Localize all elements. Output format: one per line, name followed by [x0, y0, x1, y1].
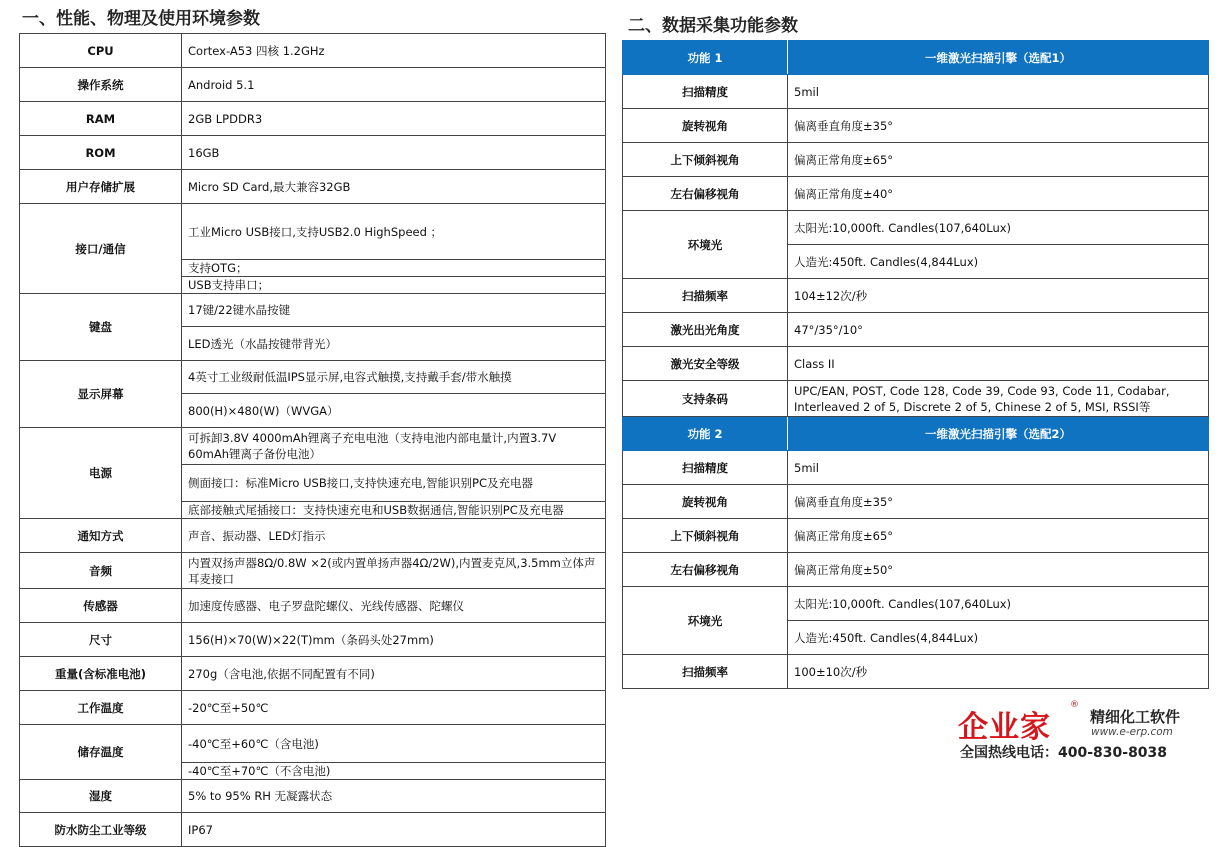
spec-label: 键盘: [20, 294, 182, 361]
spec-value: 2GB LPDDR3: [182, 102, 606, 136]
spec-value: 偏离垂直角度±35°: [788, 485, 1209, 519]
spec-value: 偏离正常角度±40°: [788, 177, 1209, 211]
spec-label: 环境光: [623, 587, 788, 655]
spec-row: [623, 587, 1209, 621]
spec-value: 人造光:450ft. Candles(4,844Lux): [788, 245, 1209, 279]
spec-value: 加速度传感器、电子罗盘陀螺仪、光线传感器、陀螺仪: [182, 589, 606, 623]
spec-label: 扫描频率: [623, 655, 788, 689]
spec-label: 尺寸: [20, 623, 182, 657]
section-label: 功能 2: [623, 417, 788, 451]
spec-row: [20, 589, 606, 623]
logo-tagline: 精细化工软件: [1090, 708, 1181, 726]
spec-row: [20, 136, 606, 170]
spec-label: 操作系统: [20, 68, 182, 102]
spec-label: 用户存储扩展: [20, 170, 182, 204]
spec-value: Micro SD Card,最大兼容32GB: [182, 170, 606, 204]
spec-label: 音频: [20, 553, 182, 589]
spec-value: 270g（含电池,依据不同配置有不同): [182, 657, 606, 691]
spec-value: 17键/22键水晶按键: [182, 294, 606, 327]
spec-value: 偏离正常角度±65°: [788, 519, 1209, 553]
spec-value: 4英寸工业级耐低温IPS显示屏,电容式触摸,支持戴手套/带水触摸: [182, 361, 606, 394]
company-logo: [958, 700, 1208, 764]
spec-row: [623, 381, 1209, 417]
spec-value: 声音、振动器、LED灯指示: [182, 519, 606, 553]
spec-label: 支持条码: [623, 381, 788, 417]
spec-label: CPU: [20, 34, 182, 68]
spec-row: [20, 102, 606, 136]
section-label: 功能 1: [623, 41, 788, 75]
spec-label: 储存温度: [20, 725, 182, 780]
spec-label: 防水防尘工业等级: [20, 813, 182, 847]
spec-row: [623, 279, 1209, 313]
spec-row: [20, 813, 606, 847]
spec-row: [623, 553, 1209, 587]
spec-label: 旋转视角: [623, 109, 788, 143]
spec-label: 旋转视角: [623, 485, 788, 519]
spec-value: IP67: [182, 813, 606, 847]
spec-value: 工业Micro USB接口,支持USB2.0 HighSpeed ；: [182, 204, 606, 260]
spec-label: 传感器: [20, 589, 182, 623]
spec-row: [20, 428, 606, 465]
spec-value: 可拆卸3.8V 4000mAh锂离子充电电池（支持电池内部电量计,内置3.7V 60mAh锂离子备份电池）: [182, 428, 606, 465]
spec-value: 5mil: [788, 451, 1209, 485]
spec-row: [20, 34, 606, 68]
performance-spec-table: [19, 33, 606, 847]
spec-label: 激光出光角度: [623, 313, 788, 347]
spec-value: Cortex-A53 四核 1.2GHz: [182, 34, 606, 68]
logo-url: www.e-erp.com: [1091, 726, 1173, 738]
spec-label: 左右偏移视角: [623, 553, 788, 587]
spec-value: 104±12次/秒: [788, 279, 1209, 313]
spec-label: 电源: [20, 428, 182, 519]
spec-value: LED透光（水晶按键带背光）: [182, 327, 606, 361]
spec-value: UPC/EAN, POST, Code 128, Code 39, Code 93, Code 11, Codabar, Interleaved 2 of 5, Discrete 2 of 5, Chinese 2 of 5, MSI, RSSI等: [788, 381, 1209, 417]
spec-label: 重量(含标准电池): [20, 657, 182, 691]
spec-value: 16GB: [182, 136, 606, 170]
spec-value: 偏离正常角度±65°: [788, 143, 1209, 177]
spec-row: [20, 170, 606, 204]
spec-row: [20, 657, 606, 691]
spec-value: 内置双扬声器8Ω/0.8W ×2(或内置单扬声器4Ω/2W),内置麦克风,3.5mm立体声耳麦接口: [182, 553, 606, 589]
spec-row: [20, 691, 606, 725]
spec-value: 太阳光:10,000ft. Candles(107,640Lux): [788, 587, 1209, 621]
spec-value: Android 5.1: [182, 68, 606, 102]
spec-row: [20, 553, 606, 589]
spec-row: [20, 623, 606, 657]
spec-row: [20, 294, 606, 327]
spec-value: 156(H)×70(W)×22(T)mm（条码头处27mm): [182, 623, 606, 657]
spec-row: [20, 204, 606, 260]
logo-registered-mark: ®: [1070, 700, 1079, 710]
spec-value: 支持OTG；: [182, 260, 606, 277]
spec-value: 底部接触式尾插接口：支持快速充电和USB数据通信,智能识别PC及充电器: [182, 502, 606, 519]
hotline-text: 全国热线电话：400-830-8038: [960, 745, 1168, 761]
spec-value: Class II: [788, 347, 1209, 381]
spec-row: [623, 519, 1209, 553]
spec-value: 800(H)×480(W)（WVGA）: [182, 394, 606, 428]
spec-label: 扫描精度: [623, 75, 788, 109]
spec-label: 激光安全等级: [623, 347, 788, 381]
spec-row: [20, 725, 606, 763]
spec-label: RAM: [20, 102, 182, 136]
spec-row: [623, 451, 1209, 485]
spec-row: [623, 75, 1209, 109]
spec-row: [623, 313, 1209, 347]
spec-value: 太阳光:10,000ft. Candles(107,640Lux): [788, 211, 1209, 245]
spec-row: [623, 347, 1209, 381]
spec-value: 偏离垂直角度±35°: [788, 109, 1209, 143]
spec-label: 扫描精度: [623, 451, 788, 485]
spec-row: [623, 177, 1209, 211]
spec-label: 通知方式: [20, 519, 182, 553]
spec-value: USB支持串口；: [182, 277, 606, 294]
left-section-heading: 一、性能、物理及使用环境参数: [22, 9, 260, 29]
spec-value: -40℃至+70℃（不含电池): [182, 763, 606, 780]
section-title: 一维激光扫描引擎（选配1）: [788, 41, 1209, 75]
spec-value: 侧面接口：标准Micro USB接口,支持快速充电,智能识别PC及充电器: [182, 465, 606, 502]
right-section-heading: 二、数据采集功能参数: [628, 16, 798, 36]
spec-label: 上下倾斜视角: [623, 519, 788, 553]
spec-row: [20, 519, 606, 553]
spec-label: 接口/通信: [20, 204, 182, 294]
section-header-row: [623, 41, 1209, 75]
spec-value: 5mil: [788, 75, 1209, 109]
spec-label: 环境光: [623, 211, 788, 279]
spec-value: 5% to 95% RH 无凝露状态: [182, 780, 606, 813]
spec-label: 显示屏幕: [20, 361, 182, 428]
spec-row: [20, 68, 606, 102]
spec-value: 47°/35°/10°: [788, 313, 1209, 347]
spec-row: [623, 211, 1209, 245]
section-title: 一维激光扫描引擎（选配2）: [788, 417, 1209, 451]
spec-label: 湿度: [20, 780, 182, 813]
data-capture-spec-table: [622, 40, 1209, 689]
spec-value: 100±10次/秒: [788, 655, 1209, 689]
spec-row: [20, 361, 606, 394]
spec-label: 扫描频率: [623, 279, 788, 313]
logo-brand: 企业家: [958, 710, 1051, 745]
spec-row: [623, 143, 1209, 177]
spec-value: -20℃至+50℃: [182, 691, 606, 725]
spec-row: [623, 655, 1209, 689]
spec-value: 人造光:450ft. Candles(4,844Lux): [788, 621, 1209, 655]
spec-label: 工作温度: [20, 691, 182, 725]
spec-label: 左右偏移视角: [623, 177, 788, 211]
spec-value: 偏离正常角度±50°: [788, 553, 1209, 587]
spec-label: 上下倾斜视角: [623, 143, 788, 177]
section-header-row: [623, 417, 1209, 451]
spec-value: -40℃至+60℃（含电池): [182, 725, 606, 763]
spec-row: [623, 109, 1209, 143]
spec-row: [20, 780, 606, 813]
spec-row: [623, 485, 1209, 519]
spec-label: ROM: [20, 136, 182, 170]
